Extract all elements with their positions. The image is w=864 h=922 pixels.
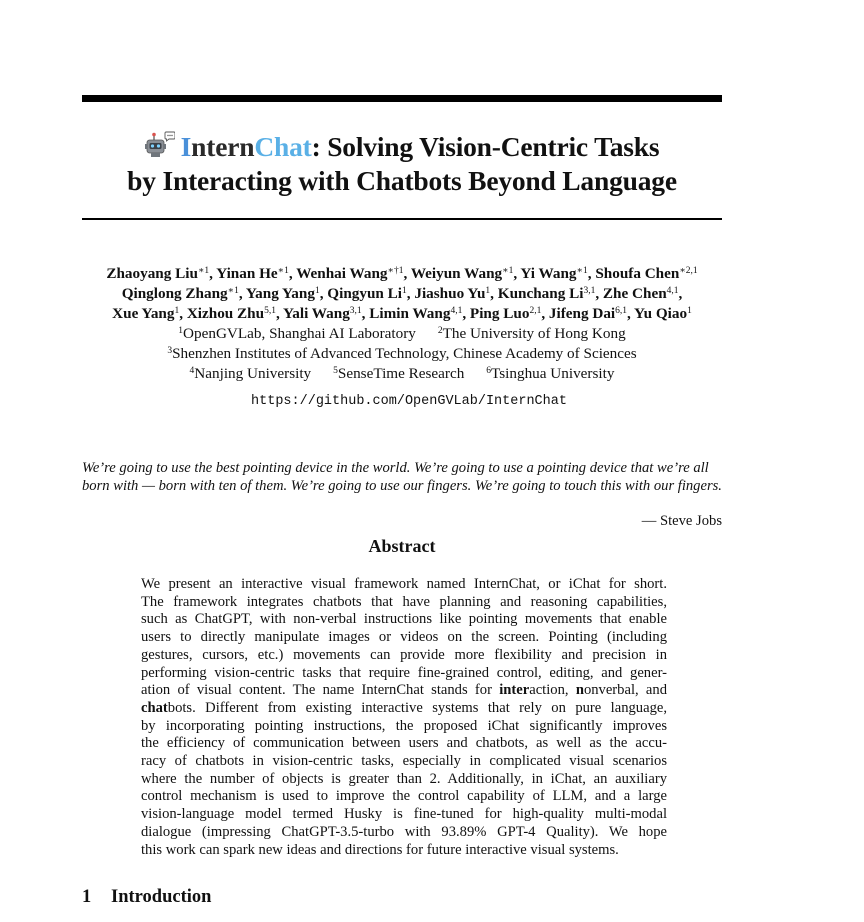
section-heading-introduction <box>82 887 211 908</box>
abstract-line: We present an interactive visual framework named InternChat, or iChat for short. <box>141 576 667 592</box>
author-separator: , <box>361 305 370 322</box>
author-separator: , <box>587 265 596 282</box>
author-affiliation-sup: 1 <box>174 306 180 316</box>
epigraph-author: — Steve Jobs <box>641 513 722 529</box>
abstract-line: such as ChatGPT, with non-verbal instructions like pointing movements that enable <box>141 611 667 628</box>
author-separator: , <box>209 265 217 282</box>
author-name: Shoufa Chen <box>595 265 680 282</box>
author-affiliation-sup: ∗1 <box>197 266 210 276</box>
author-name: Jiashuo Yu <box>414 285 486 302</box>
author-name: Xue Yang <box>112 305 175 322</box>
affiliation-sup: 3 <box>167 346 173 356</box>
author-name: Yu Qiao <box>634 305 688 322</box>
author-line-3 <box>60 304 744 324</box>
author-separator: , <box>513 265 521 282</box>
author-name: Qinglong Zhang <box>121 285 228 302</box>
affiliation-sup: 5 <box>333 366 338 376</box>
author-line-1 <box>60 264 744 284</box>
author-separator: , <box>238 285 246 302</box>
author-separator: , <box>541 305 549 322</box>
paper-title <box>82 130 722 198</box>
title-line-1 <box>82 130 722 164</box>
abstract-line: vision-language model termed Husky is fine-tuned for high-quality multi-modal <box>141 806 667 823</box>
title-subtitle-part: : Solving Vision-Centric Tasks <box>311 131 660 162</box>
author-affiliation-sup: 2,1 <box>529 306 542 316</box>
abstract-line: dialogue (impressing ChatGPT-3.5-turbo with 93.89% GPT-4 Quality). We hope <box>141 823 667 840</box>
author-separator: , <box>595 285 603 302</box>
affiliation-line-3 <box>60 364 744 384</box>
author-separator: , <box>627 305 635 322</box>
author-affiliation-sup: ∗†1 <box>387 266 404 276</box>
abstract-line: The framework integrates chatbots that have planning and reasoning capabilities, <box>141 593 667 610</box>
author-name: Yi Wang <box>520 265 577 282</box>
author-affiliation-sup: ∗2,1 <box>679 266 698 276</box>
author-affiliation-sup: 5,1 <box>264 306 276 316</box>
author-name: Zhe Chen <box>602 285 667 302</box>
affiliation-text: OpenGVLab, Shanghai AI Laboratory <box>183 325 416 342</box>
abstract-line: performing vision-centric tasks that require fine-grained control, editing, and gener- <box>141 664 667 681</box>
author-affiliation-sup: 4,1 <box>666 286 679 296</box>
author-name: Weiyun Wang <box>410 265 503 282</box>
author-affiliation-sup: 1 <box>314 286 320 296</box>
author-name: Ping Luo <box>469 305 530 322</box>
top-rule <box>82 95 722 102</box>
abstract-line: control mechanism is used to improve the control capability of LLM, and a large <box>141 788 667 805</box>
author-separator: , <box>403 265 411 282</box>
abstract-line: gestures, cursors, etc.) movements can provide more flexibility and precision in <box>141 646 667 663</box>
author-name: Qingyun Li <box>327 285 403 302</box>
author-affiliation-sup: 1 <box>687 306 692 316</box>
abstract-line: by incorporating pointing instructions, the proposed iChat significantly improves <box>141 717 667 734</box>
author-name: Jifeng Dai <box>548 305 616 322</box>
affiliation-text: Shenzhen Institutes of Advanced Technology, Chinese Academy of Sciences <box>172 345 637 362</box>
epigraph-quote: We’re going to use the best pointing device in the world. We’re going to use a pointing device that we’re all born with — born with ten of them. We’re going to use our fingers. We’re going to touch this with our fingers. <box>82 460 722 494</box>
affiliation-sup: 2 <box>437 326 443 336</box>
author-separator: , <box>288 265 297 282</box>
title-rule <box>82 218 722 220</box>
author-affiliation-sup: 4,1 <box>450 306 463 316</box>
author-name: Wenhai Wang <box>296 265 388 282</box>
abstract-line: users to directly manipulate images or videos on the screen. Pointing (including <box>141 629 667 646</box>
author-name: Zhaoyang Liu <box>106 265 198 282</box>
abstract-line: racy of chatbots in vision-centric tasks, especially in complicated visual scenarios <box>141 753 667 770</box>
author-block <box>60 264 744 384</box>
title-line-2: by Interacting with Chatbots Beyond Language <box>127 165 677 196</box>
author-line-2 <box>60 284 744 304</box>
title-intern-chat: Chat <box>254 131 312 162</box>
abstract-line: ation of visual content. The name InternChat stands for interaction, nonverbal, and <box>141 682 667 699</box>
affiliation-text: The University of Hong Kong <box>442 325 626 342</box>
section-title: Introduction <box>111 887 212 907</box>
author-separator: , <box>319 285 328 302</box>
author-separator: , <box>275 305 283 322</box>
author-name: Limin Wang <box>369 305 451 322</box>
author-affiliation-sup: 6,1 <box>615 306 628 316</box>
abstract-line: the efficiency of communication between users and chatbots, as well as the accu- <box>141 735 667 752</box>
author-affiliation-sup: 1 <box>485 286 491 296</box>
abstract-heading: Abstract <box>368 536 436 556</box>
abstract-line: where the number of objects is greater than 2. Additionally, in iChat, an auxiliary <box>141 770 667 787</box>
author-affiliation-sup: 3,1 <box>583 286 596 296</box>
author-name: Yang Yang <box>245 285 315 302</box>
title-intern-rest: ntern <box>191 131 255 162</box>
affiliation-line-1 <box>60 324 744 344</box>
affiliation-sup: 1 <box>178 326 184 336</box>
affiliation-sup: 4 <box>189 366 195 376</box>
author-separator: , <box>678 285 683 302</box>
author-separator: , <box>179 305 187 322</box>
author-affiliation-sup: 3,1 <box>349 306 362 316</box>
title-intern-i: I <box>180 131 192 162</box>
affiliation-line-2 <box>60 344 744 364</box>
robot-icon <box>145 131 175 159</box>
affiliation-text: Tsinghua University <box>491 365 615 382</box>
author-affiliation-sup: ∗1 <box>576 266 588 276</box>
author-affiliation-sup: 1 <box>402 286 407 296</box>
author-name: Yali Wang <box>282 305 350 322</box>
abstract-line: chatbots. Different from existing interactive systems that rely on pure language, <box>141 699 667 716</box>
github-link[interactable]: https://github.com/OpenGVLab/InternChat <box>251 394 567 409</box>
affiliation-text: Nanjing University <box>194 365 312 382</box>
author-affiliation-sup: ∗1 <box>277 266 289 276</box>
author-name: Yinan He <box>216 265 278 282</box>
affiliation-sup: 6 <box>486 366 492 376</box>
abstract-line: this work can spark new ideas and directions for future interactive visual systems. <box>141 841 619 858</box>
author-name: Xizhou Zhu <box>186 305 265 322</box>
affiliation-text: SenseTime Research <box>337 365 465 382</box>
author-separator: , <box>490 285 498 302</box>
author-name: Kunchang Li <box>497 285 584 302</box>
author-affiliation-sup: ∗1 <box>502 266 514 276</box>
abstract-body <box>141 576 667 859</box>
author-separator: , <box>462 305 470 322</box>
author-affiliation-sup: ∗1 <box>227 286 239 296</box>
section-number: 1 <box>82 887 92 907</box>
author-separator: , <box>406 285 415 302</box>
